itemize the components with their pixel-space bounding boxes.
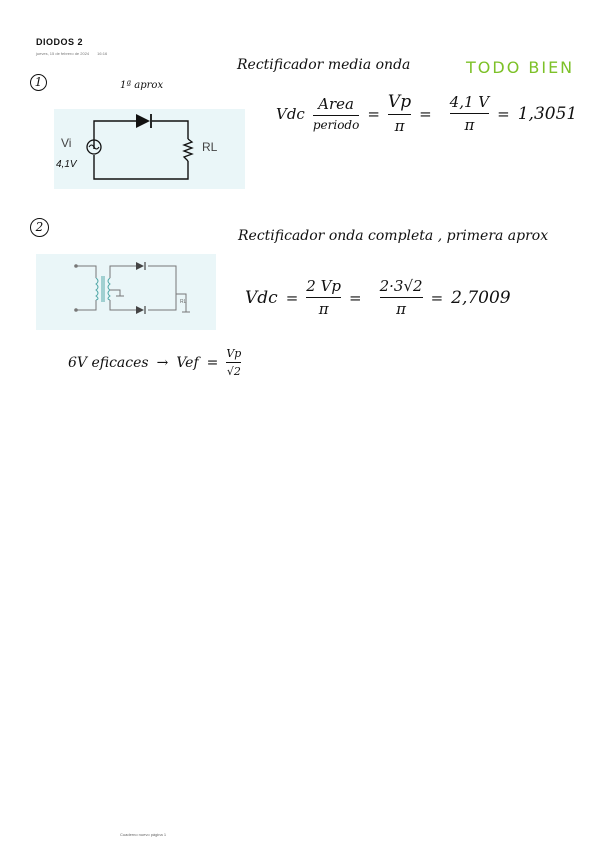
eq1-f3-numerator: 4,1 V	[449, 93, 490, 111]
circuit-2-panel	[36, 254, 216, 330]
eq1-f2-numerator: Vp	[387, 92, 412, 112]
problem-2-heading: Rectificador onda completa , primera aprox	[238, 228, 549, 244]
transformer-icon	[96, 276, 110, 302]
eq2-f2-numerator: 2·3√2	[379, 277, 423, 295]
rms-note-text: 6V eficaces	[68, 354, 149, 371]
page-timestamp	[36, 51, 107, 56]
page-date: jueves, 15 de febrero de 2024	[36, 51, 90, 56]
approx-label: 1ª aprox	[120, 80, 164, 91]
load-label: RL	[202, 140, 218, 154]
eq2-fraction-2	[380, 277, 423, 318]
eq2-f2-denominator: π	[396, 300, 406, 318]
source-value: 4,1V	[56, 159, 77, 170]
eq1-fraction-3	[450, 93, 489, 134]
problem-2-number: 2	[30, 215, 49, 237]
eq1-f1-denominator: periodo	[312, 118, 360, 132]
problem-1-heading: Rectificador media onda	[237, 57, 411, 73]
page-title: DIODOS 2	[36, 37, 84, 47]
eq1-f2-denominator: π	[394, 117, 405, 135]
rms-note-denominator: √2	[226, 365, 241, 378]
diode-icon	[136, 114, 151, 128]
eq2-f1-numerator: 2 Vp	[306, 277, 342, 295]
eq1-result: 1,3051	[517, 103, 578, 124]
eq1-fraction-2	[388, 92, 411, 135]
eq1-fraction-1	[313, 95, 360, 132]
eq1-lhs: Vdc	[276, 104, 305, 123]
circuit-1-panel	[54, 109, 245, 189]
equation-2: Vdc = $\frac{2 Vp}{\pi}$ = $\frac{2\cdot 3√2}{\pi}$ = 2,7009	[245, 277, 511, 318]
rms-note-lhs: Vef	[176, 354, 199, 371]
problem-1-number: 1	[30, 70, 47, 91]
eq2-result: 2,7009	[451, 287, 511, 308]
status-todo-bien: TODO BIEN	[466, 58, 575, 77]
diode-top-icon	[136, 262, 145, 270]
rms-note-numerator: Vp	[226, 347, 242, 360]
half-wave-circuit-diagram	[54, 109, 245, 189]
page-footer: Cuaderno nuevo página 1	[120, 832, 167, 837]
eq1-f1-numerator: Area	[318, 95, 354, 113]
eq1-f3-denominator: π	[464, 116, 475, 134]
eq2-f1-denominator: π	[318, 300, 329, 318]
page-time: 16:16	[97, 51, 108, 56]
circuit-2-load-label: RL	[180, 299, 187, 305]
eq2-lhs: Vdc	[245, 287, 278, 308]
equation-1: Vdc $\frac{\text{Area}}{\text{periodo}}$ = $\frac{Vp}{\pi}$ = $\frac{4,1 V}{\pi}$ = 1,3051	[276, 92, 578, 135]
rms-note-fraction	[226, 347, 241, 378]
full-wave-circuit-diagram	[36, 254, 216, 330]
diode-bottom-icon	[136, 306, 145, 314]
resistor-icon	[184, 139, 192, 161]
rms-note: 6V eficaces → Vef = $\frac{Vp}{√2}$	[68, 347, 242, 378]
source-label: Vi	[61, 136, 72, 150]
eq2-fraction-1	[306, 277, 341, 318]
arrow-right-icon: →	[156, 354, 169, 371]
